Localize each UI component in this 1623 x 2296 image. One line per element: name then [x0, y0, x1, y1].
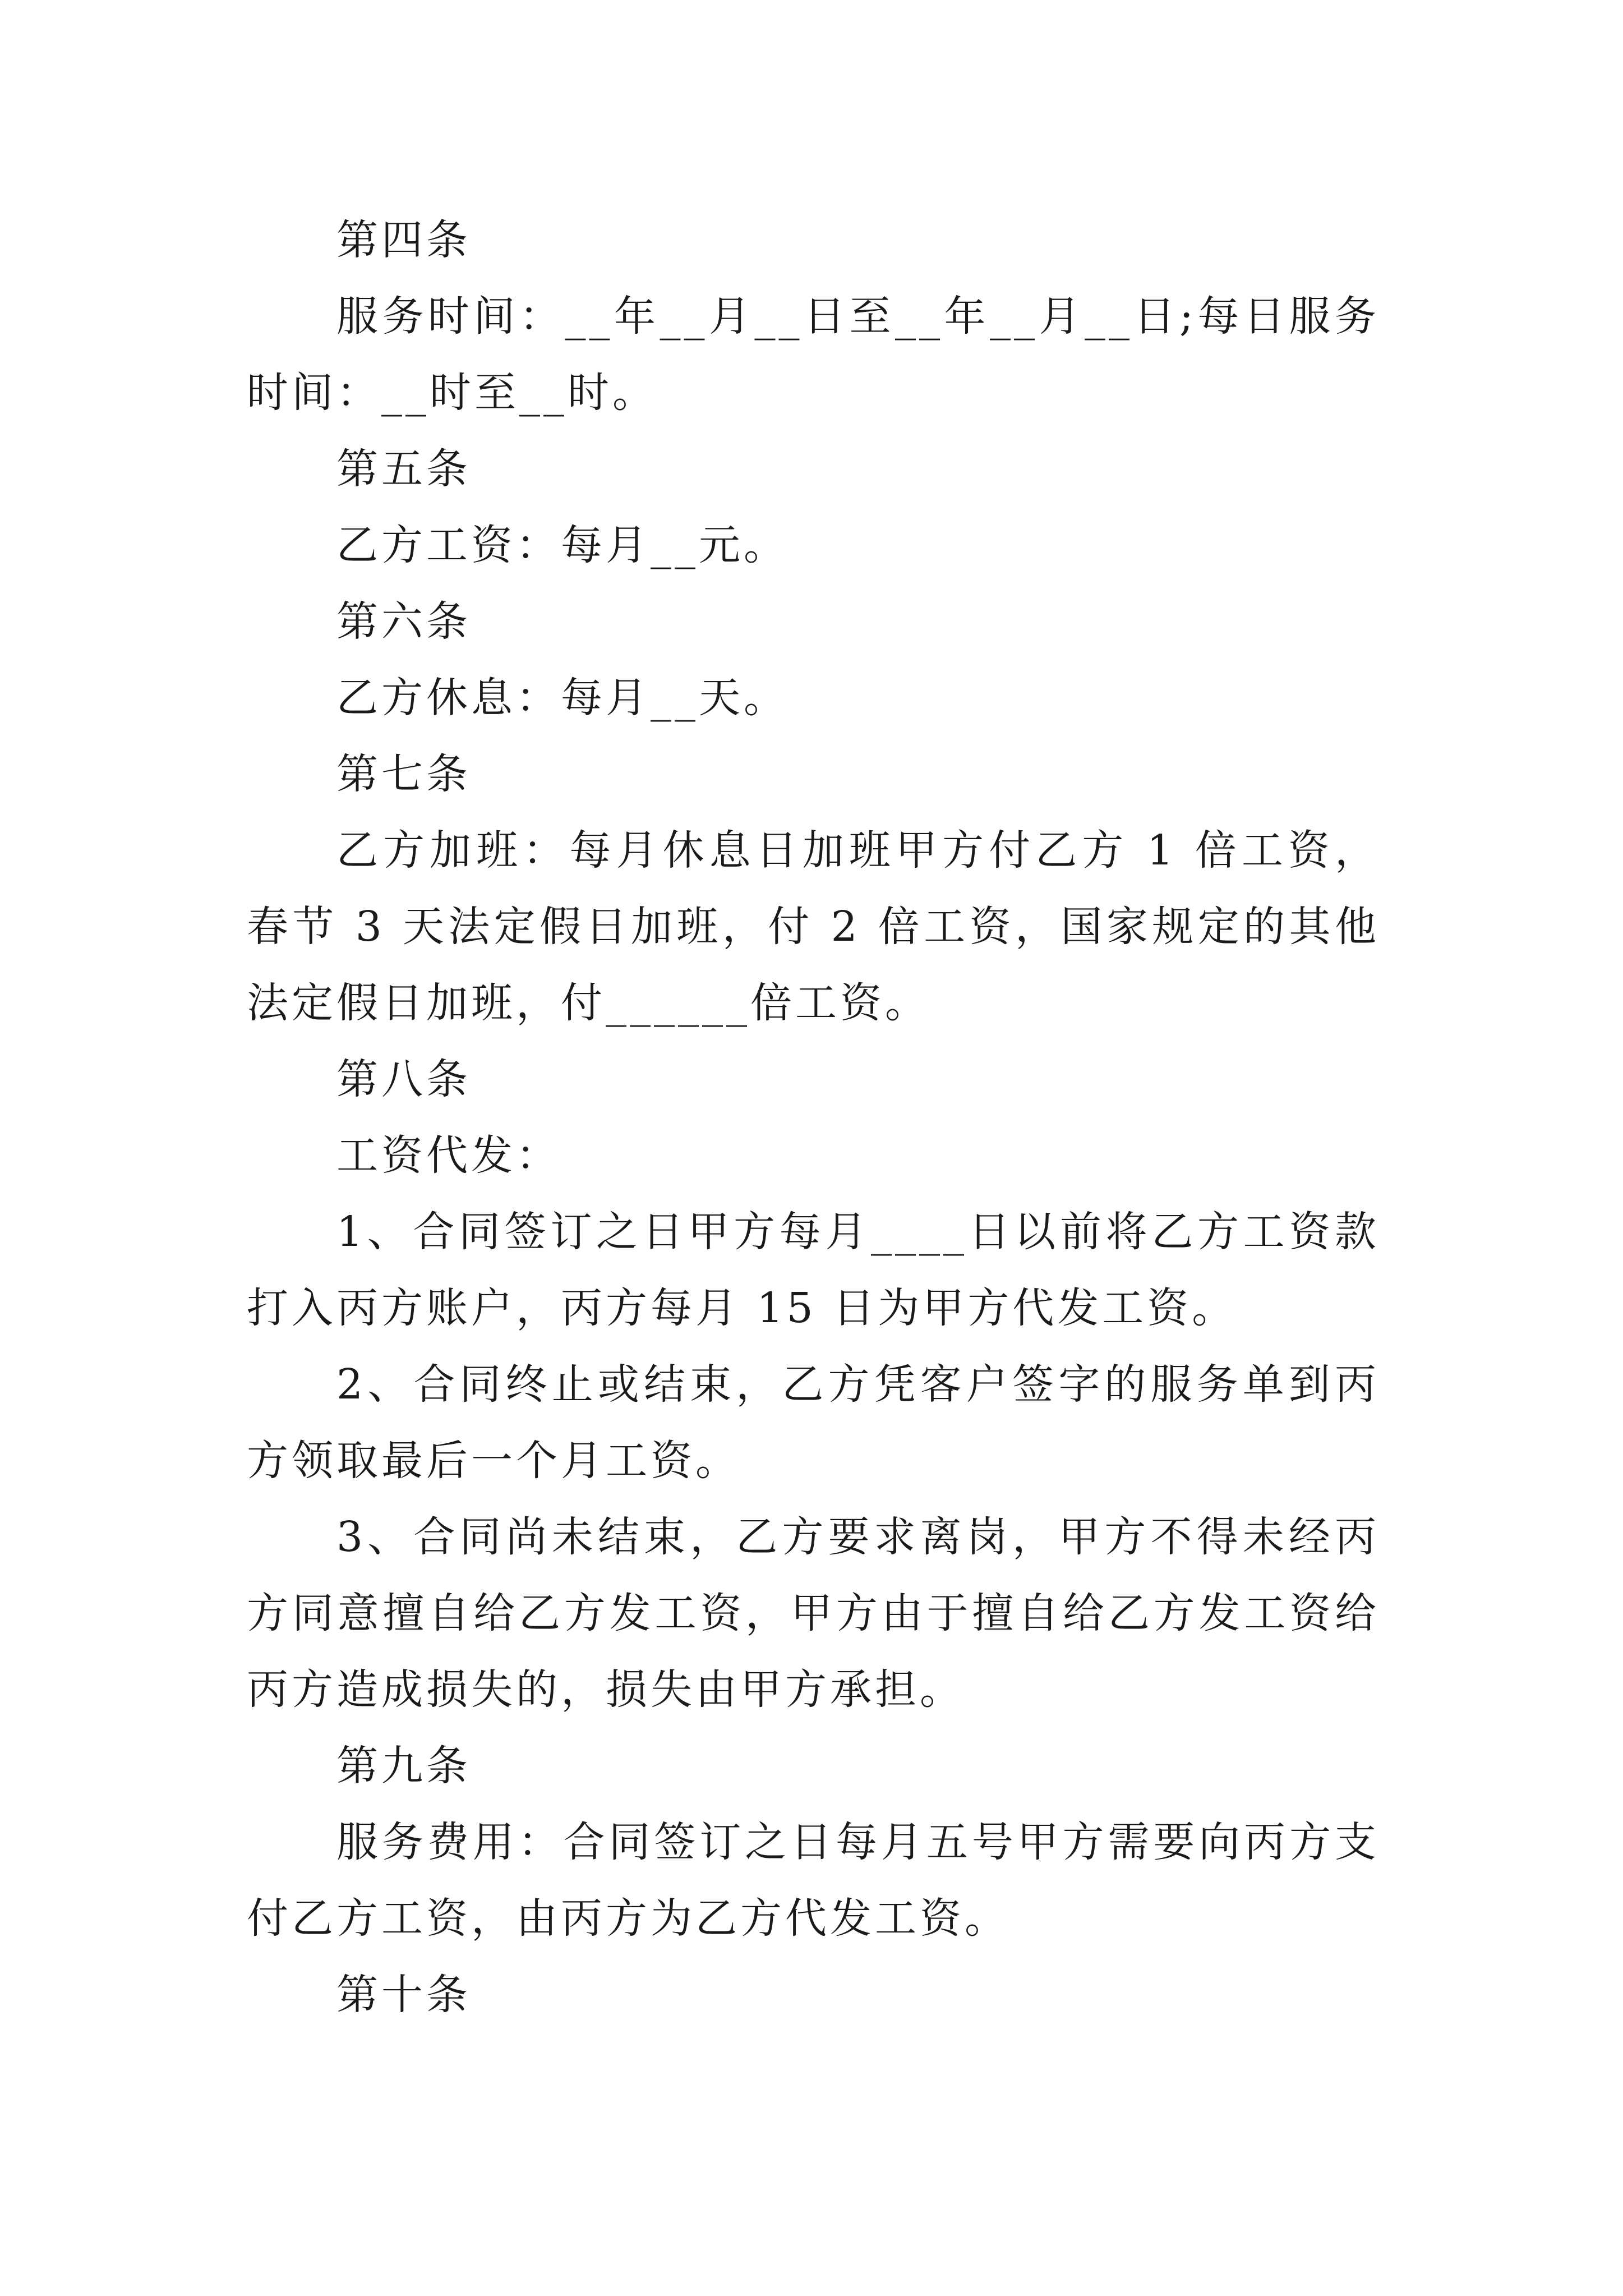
service-fee-clause: 服务费用：合同签订之日每月五号甲方需要向丙方支付乙方工资，由丙方为乙方代发工资。: [247, 1818, 1380, 1943]
document-body: [247, 202, 1380, 2033]
payroll-item-3: 3、合同尚未结束，乙方要求离岗，甲方不得未经丙方同意擅自给乙方发工资，甲方由于擅自给乙方发工资给丙方造成损失的，损失由甲方承担。: [247, 1513, 1380, 1714]
article-heading-9: 第九条: [336, 1742, 471, 1790]
rest-clause: 乙方休息：每月__天。: [336, 674, 789, 722]
article-heading-7: 第七条: [336, 750, 471, 798]
salary-clause: 乙方工资：每月__元。: [336, 521, 789, 569]
payroll-agency-title: 工资代发：: [336, 1131, 561, 1180]
article-heading-6: 第六条: [336, 597, 471, 646]
article-heading-4: 第四条: [336, 216, 471, 264]
article-heading-10: 第十条: [336, 1971, 471, 2019]
payroll-item-1: 1、合同签订之日甲方每月____日以前将乙方工资款打入丙方账户，丙方每月 15 日为甲方代发工资。: [247, 1208, 1380, 1332]
payroll-item-2: 2、合同终止或结束，乙方凭客户签字的服务单到丙方领取最后一个月工资。: [247, 1360, 1380, 1485]
service-time-clause: 服务时间：__年__月__日至__年__月__日;每日服务时间：__时至__时。: [247, 292, 1380, 417]
overtime-clause: 乙方加班：每月休息日加班甲方付乙方 1 倍工资，春节 3 天法定假日加班，付 2 倍工资，国家规定的其他法定假日加班，付______倍工资。: [247, 826, 1380, 1027]
article-heading-8: 第八条: [336, 1055, 471, 1103]
article-heading-5: 第五条: [336, 445, 471, 493]
